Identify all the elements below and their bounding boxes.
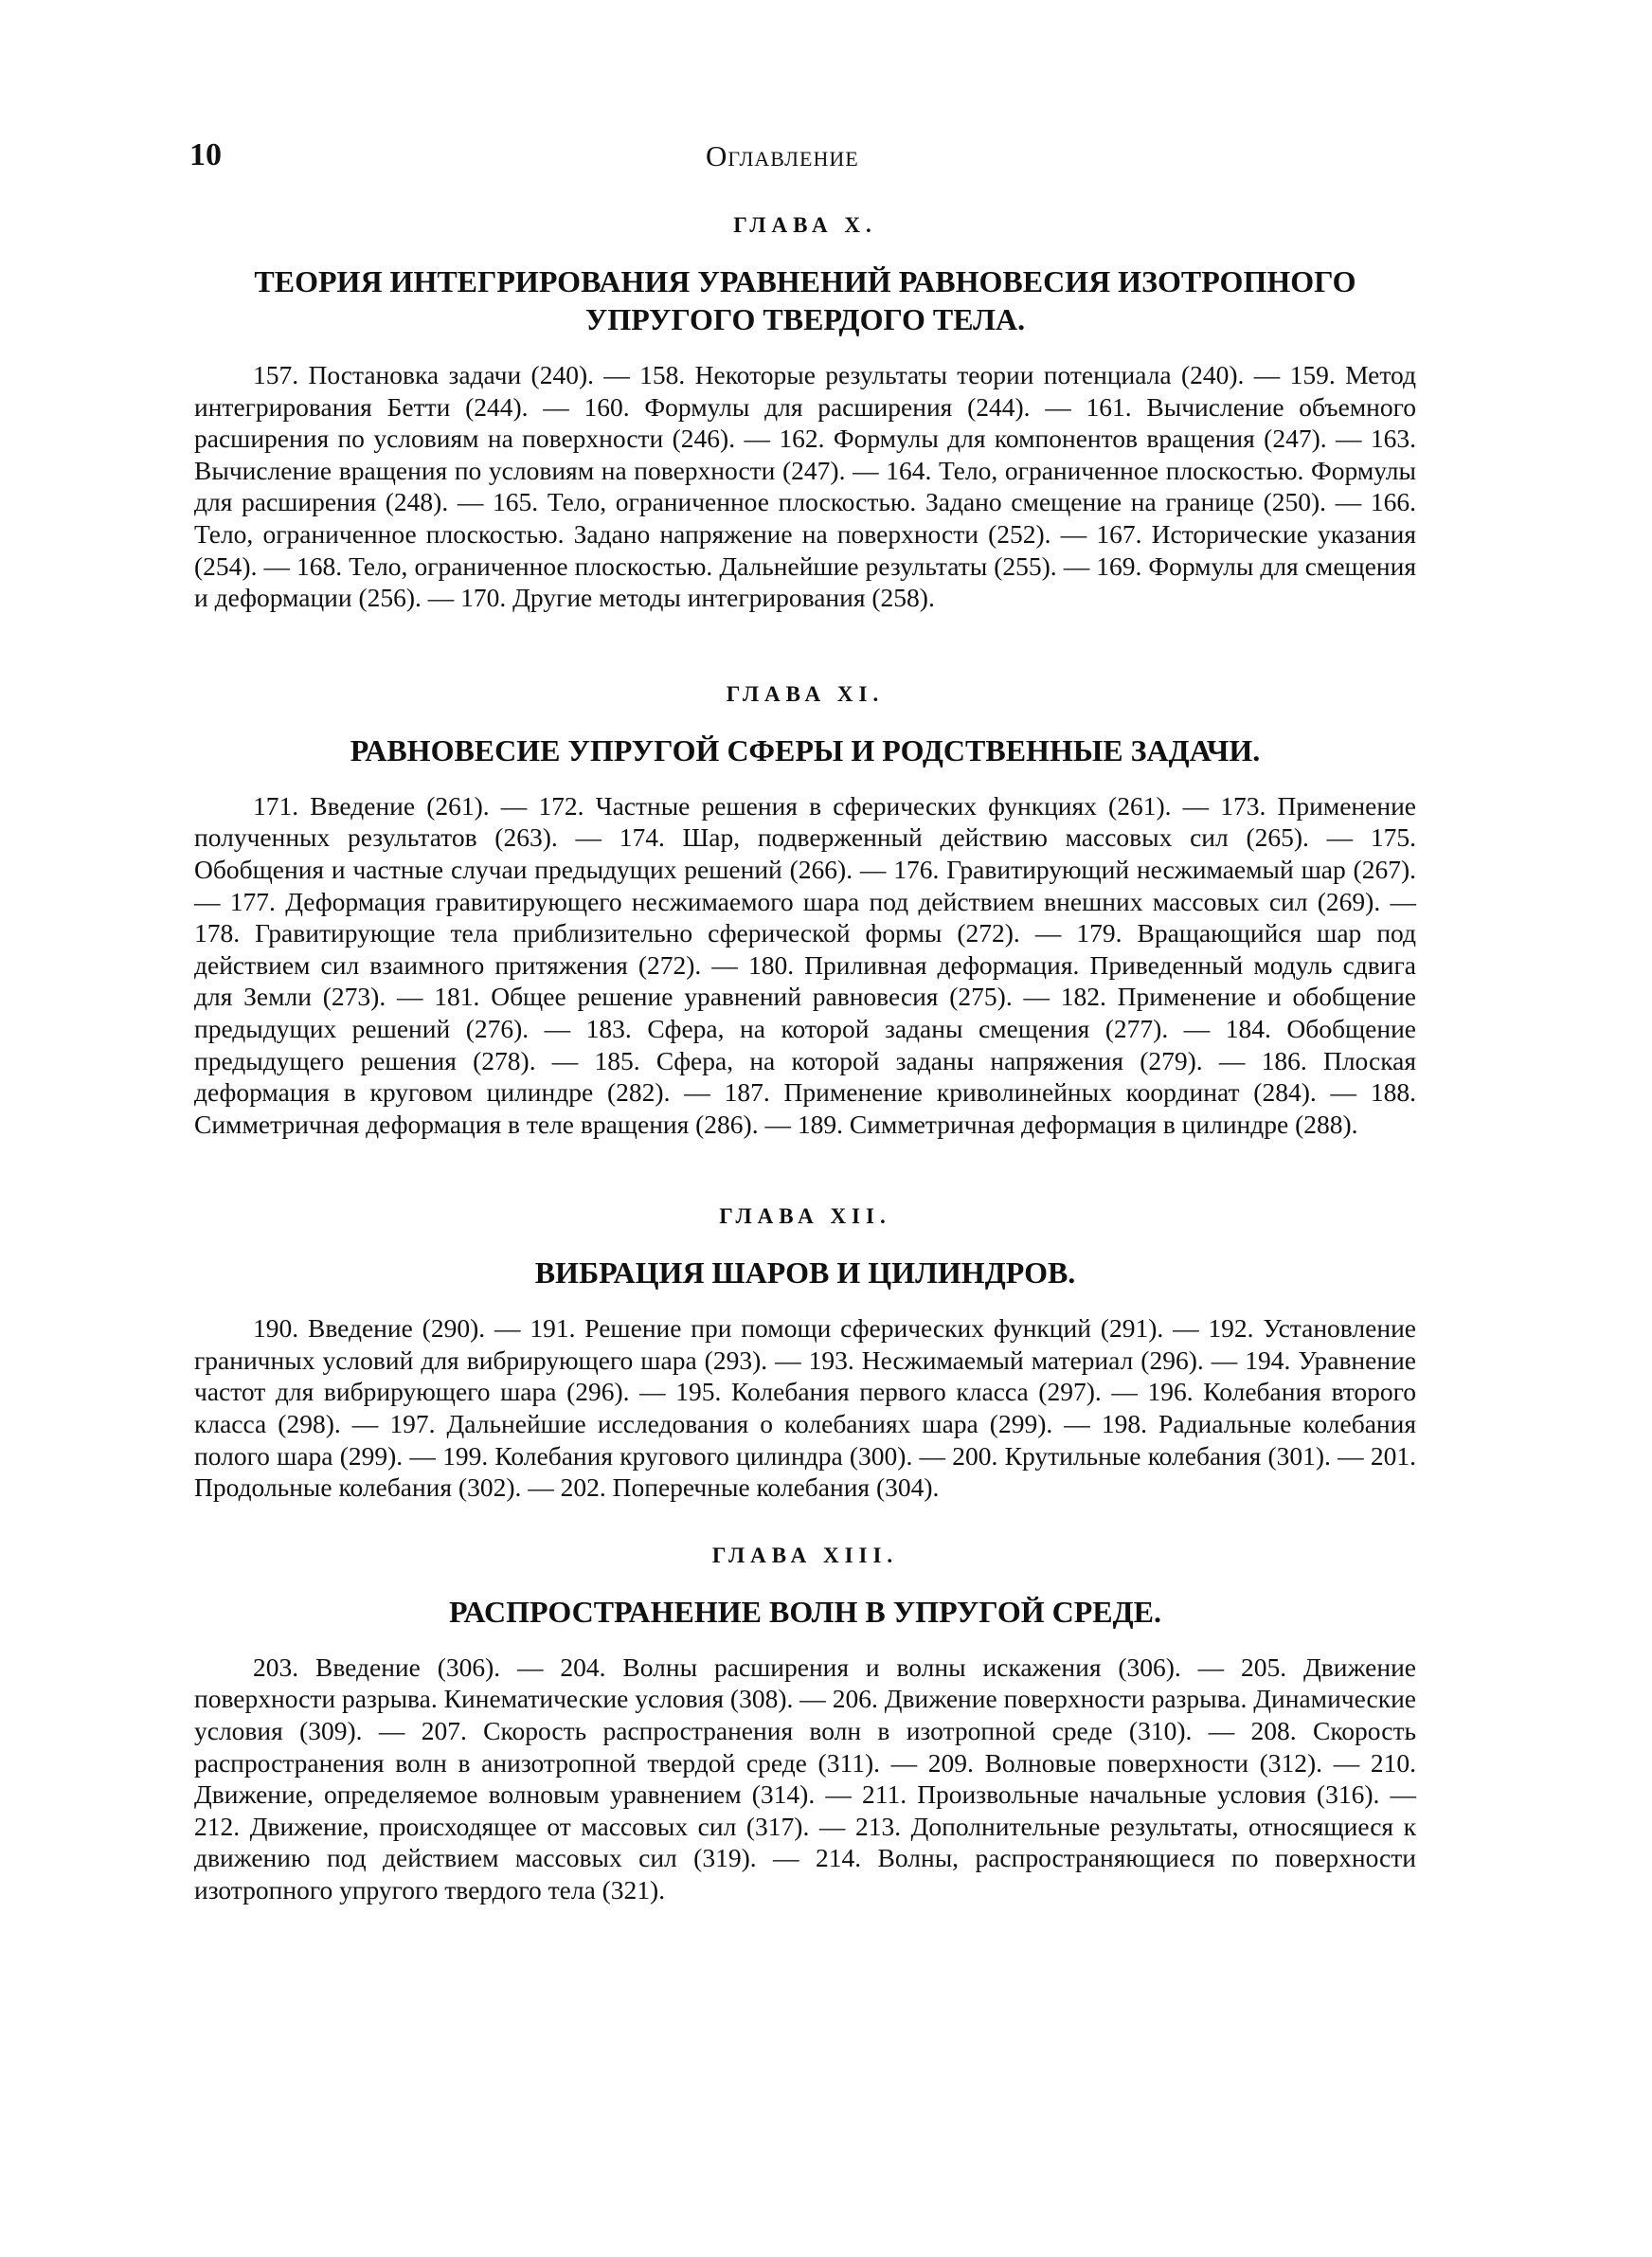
chapter-11 xyxy=(194,682,1416,1141)
chapter-label: ГЛАВА XIII. xyxy=(711,1543,899,1567)
chapter-label: ГЛАВА XI. xyxy=(726,681,885,706)
chapter-13 xyxy=(194,1544,1416,1906)
chapter-title: ВИБРАЦИЯ ШАРОВ И ЦИЛИНДРОВ. xyxy=(534,1255,1076,1291)
chapter-contents: 171. Введение (261). — 172. Частные решения в сферических функциях (261). — 173. Применение полученных результатов (263). — 174. Шар, подверженный действию массовых сил (265). — 175. Обобщения и частные случаи предыдущих решений (266). — 176. Гравитирующий несжимаемый шар (267). — 177. Деформация гравитирующего несжимаемого шара под действием внешних массовых сил (269). — 178. Гравитирующие тела приблизительно сферической формы (272). — 179. Вращающийся шар под действием сил взаимного притяжения (272). — 180. Приливная деформация. Приведенный модуль сдвига для Земли (273). — 181. Общее решение уравнений равновесия (275). — 182. Применение и обобщение предыдущих решений (276). — 183. Сфера, на которой заданы смещения (277). — 184. Обобщение предыдущего решения (278). — 185. Сфера, на которой заданы напряжения (279). — 186. Плоская деформация в круговом цилиндре (282). — 187. Применение криволинейных координат (284). — 188. Симметричная деформация в теле вращения (286). — 189. Симметричная деформация в цилиндре (288). xyxy=(194,790,1416,1139)
chapter-10 xyxy=(194,213,1416,614)
table-of-contents xyxy=(194,213,1416,1906)
chapter-contents: 190. Введение (290). — 191. Решение при помощи сферических функций (291). — 192. Установление граничных условий для вибрирующего шара (293). — 193. Несжимаемый материал (296). — 194. Уравнение частот для вибрирующего шара (296). — 195. Колебания первого класса (297). — 196. Колебания второго класса (298). — 197. Дальнейшие исследования о колебаниях шара (299). — 198. Радиальные колебания полого шара (299). — 199. Колебания кругового цилиндра (300). — 200. Крутильные колебания (301). — 201. Продольные колебания (302). — 202. Поперечные колебания (304). xyxy=(194,1313,1416,1503)
chapter-label: ГЛАВА XII. xyxy=(719,1204,891,1229)
page-number: 10 xyxy=(189,137,222,172)
chapter-title: РАВНОВЕСИЕ УПРУГОЙ СФЕРЫ И РОДСТВЕННЫЕ ЗАДАЧИ. xyxy=(350,732,1261,767)
chapter-title: РАСПРОСТРАНЕНИЕ ВОЛН В УПРУГОЙ СРЕДЕ. xyxy=(448,1594,1161,1629)
running-title: Оглавление xyxy=(706,139,859,172)
chapter-label: ГЛАВА X. xyxy=(733,213,877,237)
chapter-12 xyxy=(194,1204,1416,1504)
chapter-contents: 203. Введение (306). — 204. Волны расширения и волны искажения (306). — 205. Движение поверхности разрыва. Кинематические условия (308). — 206. Движение поверхности разрыва. Динамические условия (309). — 207. Скорость распространения волн в изотропной среде (310). — 208. Скорость распространения волн в анизотропной твердой среде (311). — 209. Волновые поверхности (312). — 210. Движение, определяемое волновым уравнением (314). — 211. Произвольные начальные условия (316). — 212. Движение, происходящее от массовых сил (317). — 213. Дополнительные результаты, относящиеся к движению под действием массовых сил (319). — 214. Волны, распространяющиеся по поверхности изотропного упругого твердого тела (321). xyxy=(194,1652,1416,1905)
chapter-title: ТЕОРИЯ ИНТЕГРИРОВАНИЯ УРАВНЕНИЙ РАВНОВЕСИЯ ИЗОТРОПНОГО УПРУГОГО ТВЕРДОГО ТЕЛА. xyxy=(254,264,1356,336)
running-head xyxy=(189,137,1421,185)
chapter-contents: 157. Постановка задачи (240). — 158. Некоторые результаты теории потенциала (240). — 159. Метод интегрирования Бетти (244). — 160. Формулы для расширения (244). — 161. Вычисление объемного расширения по условиям на поверхности (246). — 162. Формулы для компонентов вращения (247). — 163. Вычисление вращения по условиям на поверхности (247). — 164. Тело, ограниченное плоскостью. Формулы для расширения (248). — 165. Тело, ограниченное плоскостью. Задано смещение на границе (250). — 166. Тело, ограниченное плоскостью. Задано напряжение на поверхности (252). — 167. Исторические указания (254). — 168. Тело, ограниченное плоскостью. Дальнейшие результаты (255). — 169. Формулы для смещения и деформации (256). — 170. Другие методы интегрирования (258). xyxy=(194,360,1416,613)
